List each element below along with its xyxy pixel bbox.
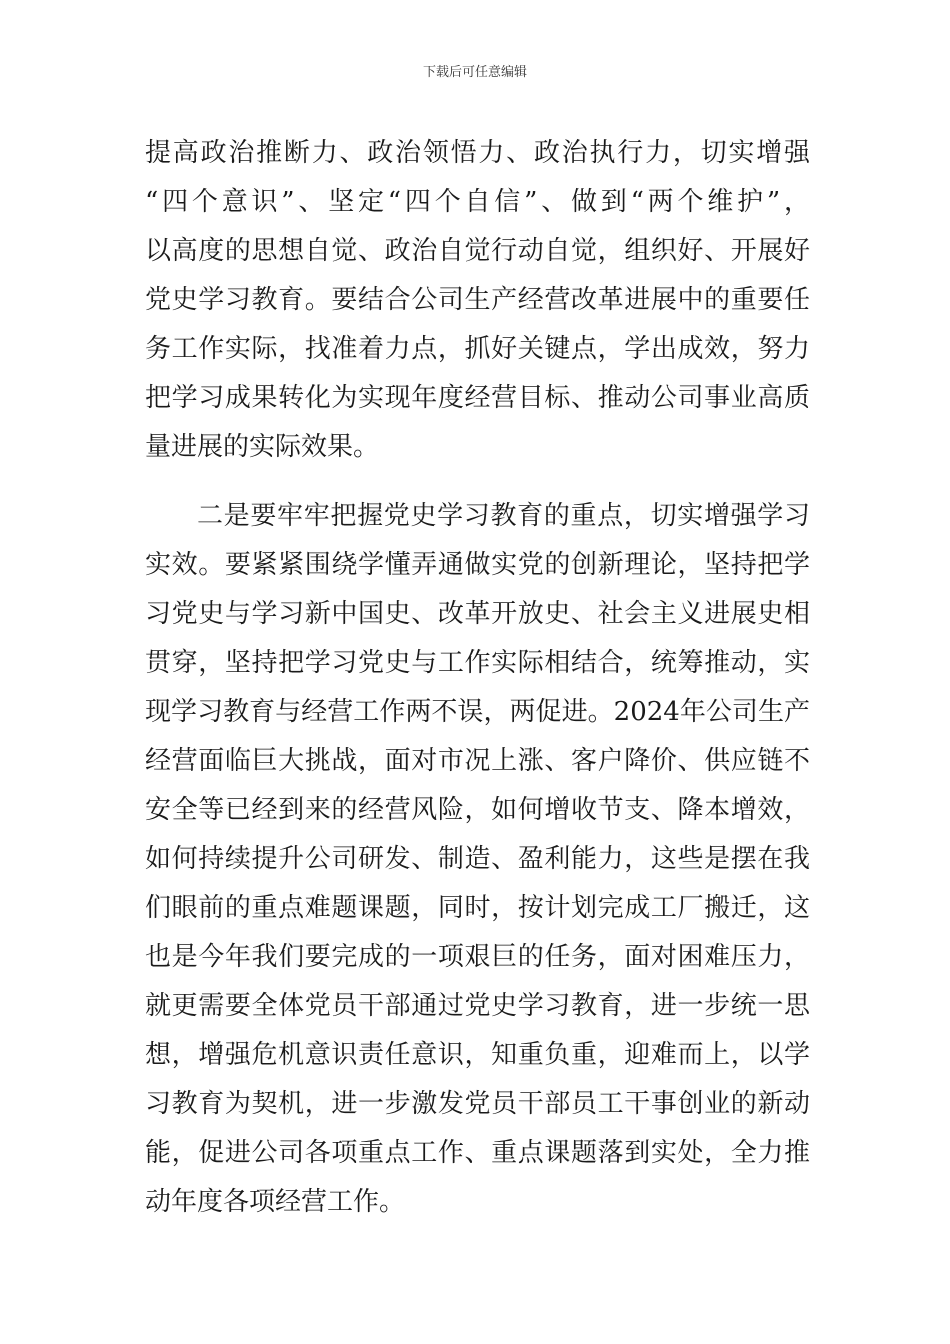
- text-line: 也是今年我们要完成的一项艰巨的任务，面对困难压力，: [145, 942, 810, 972]
- text-line: 务工作实际，找准着力点，抓好关键点，学出成效，努力: [145, 334, 810, 364]
- text-line: 二是要牢牢把握党史学习教育的重点，切实增强学习: [197, 501, 810, 531]
- text-line: 提高政治推断力、政治领悟力、政治执行力，切实增强: [145, 138, 810, 168]
- text-line: 安全等已经到来的经营风险，如何增收节支、降本增效，: [145, 795, 810, 825]
- text-line: 习党史与学习新中国史、改革开放史、社会主义进展史相: [145, 599, 810, 629]
- text-line: 贯穿，坚持把学习党史与工作实际相结合，统筹推动，实: [145, 648, 810, 678]
- page-header-note: 下载后可任意编辑: [422, 65, 527, 80]
- text-line: 们眼前的重点难题课题，同时，按计划完成工厂搬迁，这: [145, 893, 810, 923]
- text-line: 就更需要全体党员干部通过党史学习教育，进一步统一思: [145, 991, 810, 1021]
- text-line: 想，增强危机意识责任意识，知重负重，迎难而上，以学: [145, 1040, 810, 1070]
- paragraph-1: [145, 129, 810, 472]
- text-line: 能，促进公司各项重点工作、重点课题落到实处，全力推: [145, 1138, 810, 1168]
- text-line: 习教育为契机，进一步激发党员干部员工干事创业的新动: [145, 1089, 810, 1119]
- text-line: 动年度各项经营工作。: [145, 1187, 406, 1217]
- paragraph-2: [145, 492, 810, 1227]
- document-body: [145, 129, 810, 1227]
- text-line: 党史学习教育。要结合公司生产经营改革进展中的重要任: [145, 285, 810, 315]
- text-line: 以高度的思想自觉、政治自觉行动自觉，组织好、开展好: [145, 236, 810, 266]
- text-line: 把学习成果转化为实现年度经营目标、推动公司事业高质: [145, 383, 810, 413]
- text-line: 现学习教育与经营工作两不误，两促进。2024年公司生产: [145, 697, 810, 727]
- text-line: “四个意识”、坚定“四个自信”、做到“两个维护”，: [145, 187, 810, 217]
- text-line: 量进展的实际效果。: [145, 432, 380, 462]
- text-line: 实效。要紧紧围绕学懂弄通做实党的创新理论，坚持把学: [145, 550, 810, 580]
- text-line: 如何持续提升公司研发、制造、盈利能力，这些是摆在我: [145, 844, 810, 874]
- text-line: 经营面临巨大挑战，面对市况上涨、客户降价、供应链不: [145, 746, 810, 776]
